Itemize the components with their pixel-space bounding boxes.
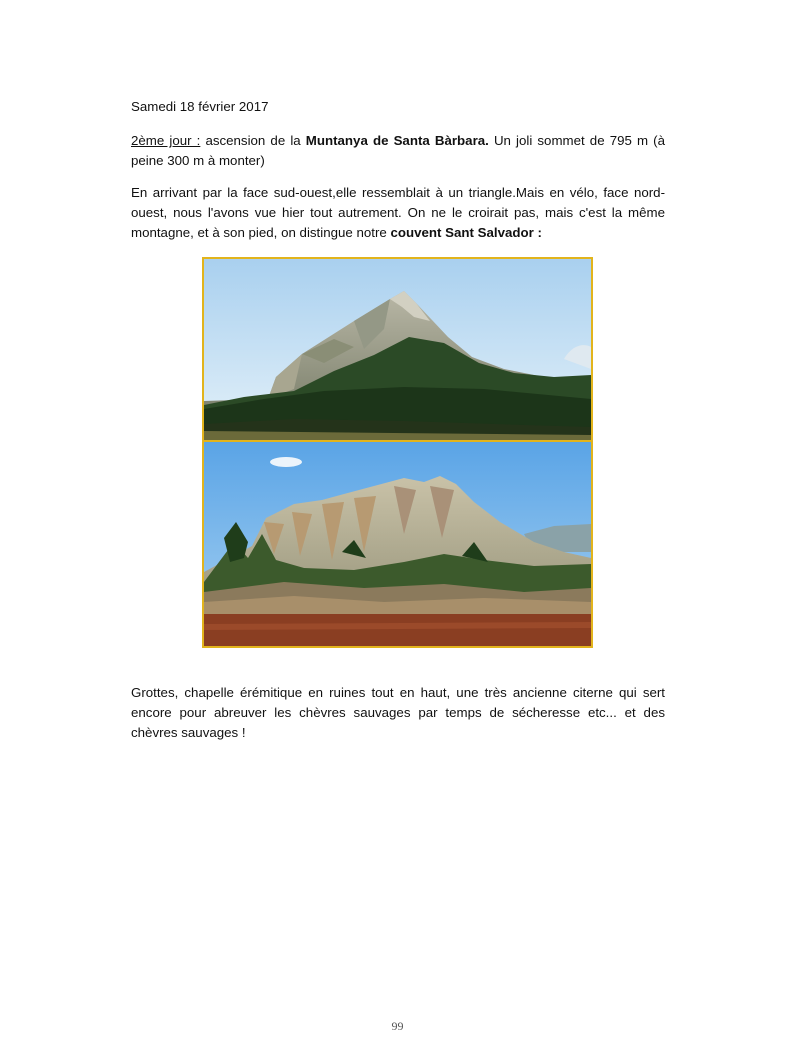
paragraph-description [131,183,665,243]
page-number: 99 [391,1019,404,1033]
date-line: Samedi 18 février 2017 [131,99,269,114]
photo-triangle-peak [204,259,591,440]
mountain-triangle-illustration [204,259,591,440]
photo-collage [202,257,593,648]
ascension-text: ascension de la [200,133,306,148]
paragraph-ascension [131,131,665,171]
summit-text: Un joli sommet de 795 m (à peine 300 m à monter) [131,133,665,168]
convent-name: couvent Sant Salvador : [390,225,542,240]
description-text: En arrivant par la face sud-ouest,elle ressemblait à un triangle.Mais en vélo, face nord-ouest, nous l'avons vue hier tout autrement. On ne le croirait pas, mais c'est la même montagne, et à son pied, on distingue notre [131,185,665,240]
mountain-ridge-illustration [204,442,591,646]
photo-nord-ouest-face [204,442,591,646]
mountain-name: Muntanya de Santa Bàrbara. [305,133,489,148]
day-label: 2ème jour : [131,133,201,148]
paragraph-caves: Grottes, chapelle érémitique en ruines tout en haut, une très ancienne citerne qui sert encore pour abreuver les chèvres sauvages par temps de sécheresse etc... et des chèvres sauvages ! [131,685,665,740]
